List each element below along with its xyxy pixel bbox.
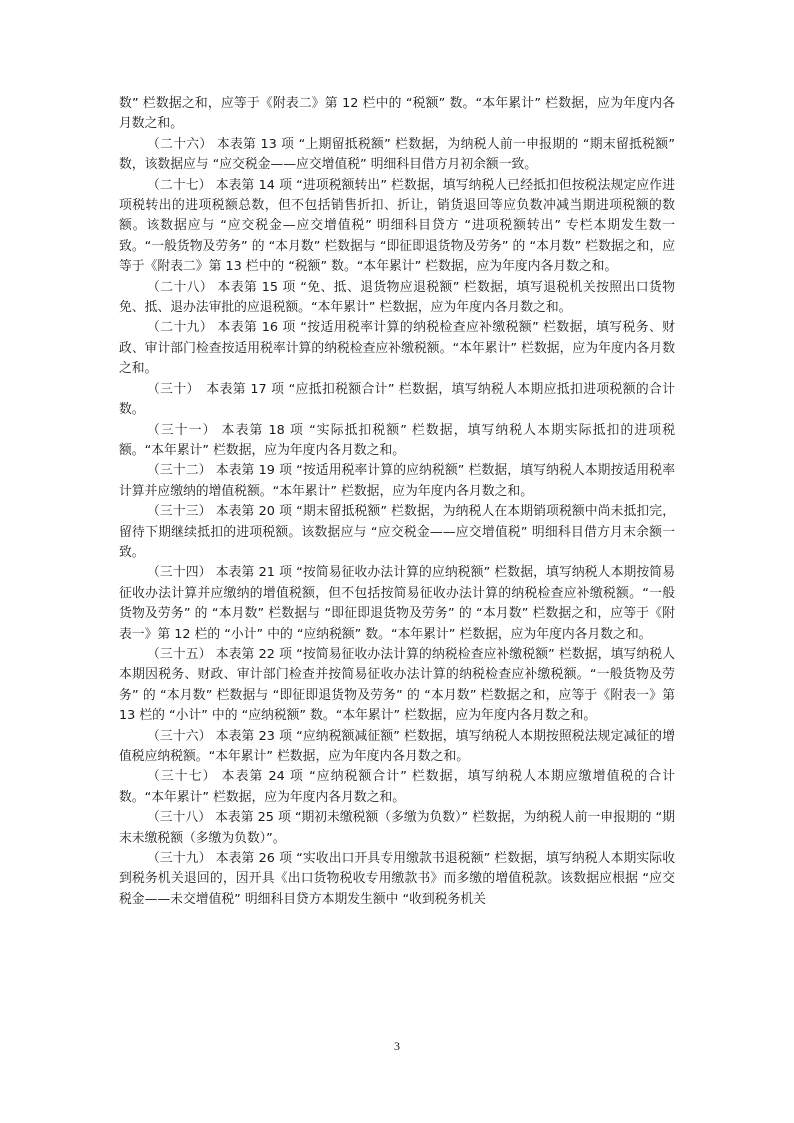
paragraph-item-32: （三十二） 本表第 19 项 “按适用税率计算的应纳税额” 栏数据，填写纳税人本期按适用税率计算并应缴纳的增值税额。“本年累计” 栏数据，应为年度内各月数之和。	[119, 463, 675, 499]
paragraph-item-33: （三十三） 本表第 20 项 “期末留抵税额” 栏数据，为纳税人在本期销项税额中尚未抵扣完，留待下期继续抵扣的进项税额。该数据应与 “应交税金——应交增值税” 明细科目借方月末余额一致。	[119, 504, 675, 560]
paragraph-item-38: （三十八） 本表第 25 项 “期初未缴税额（多缴为负数）” 栏数据，为纳税人前一申报期的 “期末未缴税额（多缴为负数）”。	[119, 810, 675, 846]
paragraph-item-31: （三十一） 本表第 18 项 “实际抵扣税额” 栏数据，填写纳税人本期实际抵扣的进项税额。“本年累计” 栏数据，应为年度内各月数之和。	[119, 422, 675, 458]
paragraph-item-26: （二十六） 本表第 13 项 “上期留抵税额” 栏数据，为纳税人前一申报期的 “期末留抵税额” 数，该数据应与 “应交税金——应交增值税” 明细科目借方月初余额一致。	[119, 136, 675, 173]
body-text	[119, 94, 675, 910]
page-number: 3	[394, 1039, 400, 1053]
paragraph-item-39: （三十九） 本表第 26 项 “实收出口开具专用缴款书退税额” 栏数据，填写纳税人本期实际收到税务机关退回的，因开具《出口货物税收专用缴款书》而多缴的增值税款。该数据应根据 “应交税金——未交增值税” 明细科目贷方本期发生额中 “收到税务机关	[119, 851, 675, 907]
paragraph-item-30: （三十） 本表第 17 项 “应抵扣税额合计” 栏数据，填写纳税人本期应抵扣进项税额的合计数。	[119, 381, 675, 418]
paragraph-item-37: （三十七） 本表第 24 项 “应纳税额合计” 栏数据，填写纳税人本期应缴增值税的合计数。“本年累计” 栏数据，应为年度内各月数之和。	[119, 769, 675, 805]
paragraph-item-34: （三十四） 本表第 21 项 “按简易征收办法计算的应纳税额” 栏数据，填写纳税人本期按简易征收办法计算并应缴纳的增值税额，但不包括按简易征收办法计算的纳税检查应补缴税额。“一般货物及劳务” 的 “本月数” 栏数据与 “即征即退货物及劳务” 的 “本月数” 栏数据之和，应等于《附表一》第 12 栏的 “小计” 中的 “应纳税额” 数。“本年累计” 栏数据，应为年度内各月数之和。	[119, 565, 675, 642]
paragraph-continued: 数” 栏数据之和，应等于《附表二》第 12 栏中的 “税额” 数。“本年累计” 栏数据，应为年度内各月数之和。	[119, 96, 675, 132]
paragraph-item-27: （二十七） 本表第 14 项 “进项税额转出” 栏数据，填写纳税人已经抵扣但按税法规定应作进项税转出的进项税额总数，但不包括销售折扣、折让，销货退回等应负数冲减当期进项税额的数额。该数据应与 “应交税金—应交增值税” 明细科目贷方 “进项税额转出” 专栏本期发生数一致。“一般货物及劳务” 的 “本月数” 栏数据与 “即征即退货物及劳务” 的 “本月数” 栏数据之和，应等于《附表二》第 13 栏中的 “税额” 数。“本年累计” 栏数据，应为年度内各月数之和。	[119, 177, 675, 275]
paragraph-item-35: （三十五） 本表第 22 项 “按简易征收办法计算的纳税检查应补缴税额” 栏数据，填写纳税人本期因税务、财政、审计部门检查并按简易征收办法计算的纳税检查应补缴税额。“一般货物及劳务” 的 “本月数” 栏数据与 “即征即退货物及劳务” 的 “本月数” 栏数据之和，应等于《附表一》第 13 栏的 “小计” 中的 “应纳税额” 数。“本年累计” 栏数据，应为年度内各月数之和。	[119, 646, 675, 724]
paragraph-item-36: （三十六） 本表第 23 项 “应纳税额减征额” 栏数据，填写纳税人本期按照税法规定减征的增值税应纳税额。“本年累计” 栏数据，应为年度内各月数之和。	[119, 728, 675, 764]
paragraph-item-28: （二十八） 本表第 15 项 “免、抵、退货物应退税额” 栏数据，填写退税机关按照出口货物免、抵、退办法审批的应退税额。“本年累计” 栏数据，应为年度内各月数之和。	[119, 279, 675, 316]
paragraph-item-29: （二十九） 本表第 16 项 “按适用税率计算的纳税检查应补缴税额” 栏数据，填写税务、财政、审计部门检查按适用税率计算的纳税检查应补缴税额。“本年累计” 栏数据，应为年度内各月数之和。	[119, 320, 675, 377]
